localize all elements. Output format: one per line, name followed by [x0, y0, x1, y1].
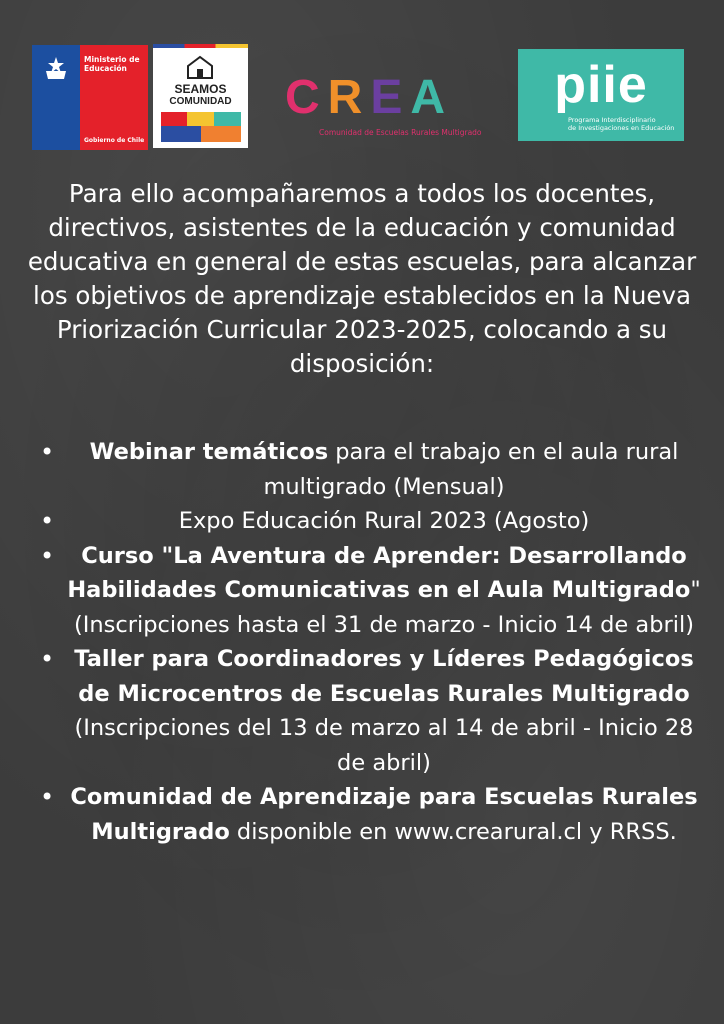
colorful-stripes-graphic — [161, 112, 241, 142]
logo-bar — [0, 0, 724, 160]
intro-text: Para ello acompañaremos a todos los docentes, directivos, asistentes de la educación y comunidad educativa en general de estas escuelas, para alcanzar los objetivos de aprendizaje establecidos en la Nueva Priorización Curricular 2023-2025, colocando a su disposición: — [27, 179, 697, 378]
item-text: para el trabajo en el aula rural multigrado (Mensual) — [263, 439, 679, 500]
item-text: (Inscripciones del 13 de marzo al 14 de abril - Inicio 28 de abril) — [74, 715, 694, 776]
piie-wordmark: piie — [554, 56, 648, 114]
item-bold: Taller para Coordinadores y Líderes Pedagógicos de Microcentros de Escuelas Rurales Multigrado — [74, 646, 694, 707]
piie-line2: de Investigaciones en Educación — [568, 124, 675, 132]
piie-line1: Programa Interdisciplinario — [568, 116, 656, 124]
item-bold: Curso "La Aventura de Aprender: Desarrollando Habilidades Comunicativas en el Aula Multigrado — [67, 542, 691, 603]
comunidad-label: COMUNIDAD — [169, 96, 232, 107]
crea-wordmark: CREA — [285, 71, 454, 124]
gobierno-label: Gobierno de Chile — [84, 137, 145, 144]
ministerio-educacion-logo — [32, 45, 148, 150]
ministerio-line2: Educación — [84, 64, 127, 73]
item-text: " (Inscripciones hasta el 31 de marzo - Inicio 14 de abril) — [73, 577, 701, 638]
seamos-comunidad-logo — [153, 44, 248, 148]
intro-paragraph — [20, 177, 704, 381]
item-bold: Webinar temáticos — [89, 439, 329, 465]
offer-list — [40, 435, 704, 849]
school-house-icon — [185, 54, 215, 80]
list-item — [40, 539, 704, 643]
list-item — [40, 435, 704, 504]
item-text: Expo Educación Rural 2023 (Agosto) — [178, 508, 590, 534]
list-item — [40, 642, 704, 780]
list-item — [40, 780, 704, 849]
piie-logo — [518, 49, 684, 141]
ministerio-line1: Ministerio de — [84, 55, 140, 64]
item-bold: Comunidad de Aprendizaje para Escuelas Rurales Multigrado — [70, 784, 698, 845]
seamos-label: SEAMOS — [174, 82, 227, 96]
item-text: disponible en www.crearural.cl y RRSS. — [229, 818, 677, 845]
crea-subtitle: Comunidad de Escuelas Rurales Multigrado — [319, 128, 482, 137]
chile-coat-of-arms-icon — [38, 49, 74, 85]
list-item — [40, 504, 704, 539]
crea-logo — [285, 70, 485, 140]
